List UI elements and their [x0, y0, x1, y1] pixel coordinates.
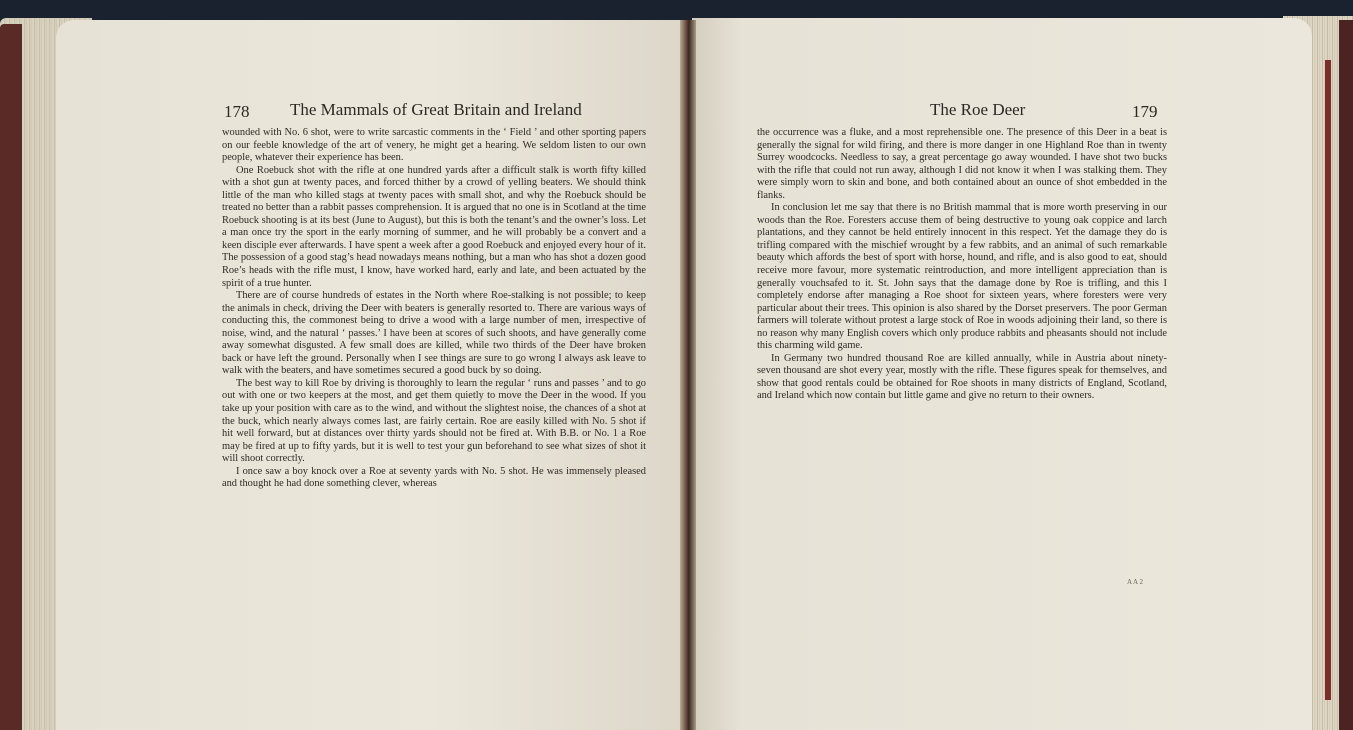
left-page-number: 178: [224, 102, 250, 121]
left-running-head: The Mammals of Great Britain and Ireland: [290, 100, 582, 119]
paragraph: The best way to kill Roe by driving is thoroughly to learn the regular ‘ runs and passes ’ and to go out with one or two keepers at the most, and get them quietly to move the Deer in the wood. If you take up your position with care as to the wind, and without the slightest noise, the chances of a shot at the buck, which nearly always comes last, are fairly certain. Roe are easily killed with No. 5 shot if hit well forward, but at distances over thirty yards should not be fired at. With B.B. or No. 1 a Roe may be fired at up to fifty yards, but it is well to test your gun beforehand to see what sizes of shot it will shoot correctly.: [222, 377, 646, 465]
paragraph: There are of course hundreds of estates in the North where Roe-stalking is not possible; to keep the animals in check, driving the Deer with beaters is generally resorted to. There are various ways of conducting this, the commonest being to drive a wood with a large number of men, irrespective of noise, wind, and the natural ‘ passes.’ I have been at scores of such shoots, and have generally come away somewhat disgusted. A few small does are killed, while two thirds of the Deer have broken back or have left the ground. Personally when I see things are sure to go wrong I always ask leave to walk with the beaters, and have sometimes secured a good buck by so doing.: [222, 290, 646, 377]
left-text-column: [222, 127, 646, 491]
right-running-head: The Roe Deer: [930, 100, 1026, 119]
right-page-number: 179: [1132, 102, 1158, 121]
paragraph: In Germany two hundred thousand Roe are killed annually, while in Austria about ninety-seven thousand are shot every year, mostly with the rifle. These figures speak for themselves, and show that good rentals could be obtained for Roe shoots in many districts of England, Scotland, and Ireland which now contain but little game and give no return to their owners.: [757, 352, 1167, 402]
cover-edge-right: [1339, 20, 1353, 730]
paragraph: wounded with No. 6 shot, were to write sarcastic comments in the ‘ Field ’ and other sporting papers on our feeble knowledge of the art of venery, he might get a hearing. We seldom listen to our own people, whatever their experience has been.: [222, 127, 646, 164]
paragraph: In conclusion let me say that there is no British mammal that is more worth preserving in our woods than the Roe. Foresters accuse them of being destructive to young oak coppice and larch plantations, and they cannot be held entirely innocent in this respect. Yet the damage they do is trifling compared with the mischief wrought by a few rabbits, and an animal of such remarkable beauty which affords the best of sport with horse, hound, and rifle, and is also good to eat, should receive more favour, more systematic reintroduction, and more intelligent appreciation than is generally vouchsafed to it. St. John says that the damage done by Roe is trifling, and this I completely endorse after managing a Roe shoot for sixteen years, where foresters were very particular about their trees. This opinion is also shared by the Dorset preservers. The poor German farmers will tolerate without protest a large stock of Roe in woods adjoining their land, so there is no reason why many English covers which only produce rabbits and pheasants should not include this charming wild game.: [757, 202, 1167, 352]
book-gutter: [680, 20, 696, 730]
paragraph: the occurrence was a fluke, and a most reprehensible one. The presence of this Deer in a beat is generally the signal for wild firing, and there is more danger in one Highland Roe than in twenty Surrey woodcocks. Needless to say, a great percentage go away wounded. I have shot two bucks with the rifle that could not run away, although I did not know it when I was stalking them. They were simply worn to skin and bone, and both contained about an ounce of shot embedded in the flanks.: [757, 127, 1167, 201]
ribbon-edge: [1325, 60, 1331, 700]
right-text-column: [757, 127, 1167, 403]
signature-mark: A A 2: [1127, 578, 1143, 586]
cover-edge-left: [0, 24, 22, 730]
paragraph: One Roebuck shot with the rifle at one hundred yards after a difficult stalk is worth fifty killed with a shot gun at twenty paces, and forced thither by a crowd of yelling beaters. We should think little of the man who killed stags at twenty paces with small shot, and why the Roebuck should be treated no better than a rabbit passes comprehension. It is argued that no one is in Scotland at the time Roebuck shooting is at its best (June to August), but this is both the tenant’s and the owner’s loss. Let a man once try the sport in the early morning of summer, and he will probably be a convert and a keen disciple ever afterwards. I have spent a week after a good Roebuck and enjoyed every hour of it. The possession of a good stag’s head nowadays means nothing, but a man who has shot a dozen good Roe’s heads with the rifle must, I know, have worked hard, early and late, and been actuated by the spirit of a true hunter.: [222, 164, 646, 289]
paragraph: I once saw a boy knock over a Roe at seventy yards with No. 5 shot. He was immensely pleased and thought he had done something clever, whereas: [222, 465, 646, 490]
